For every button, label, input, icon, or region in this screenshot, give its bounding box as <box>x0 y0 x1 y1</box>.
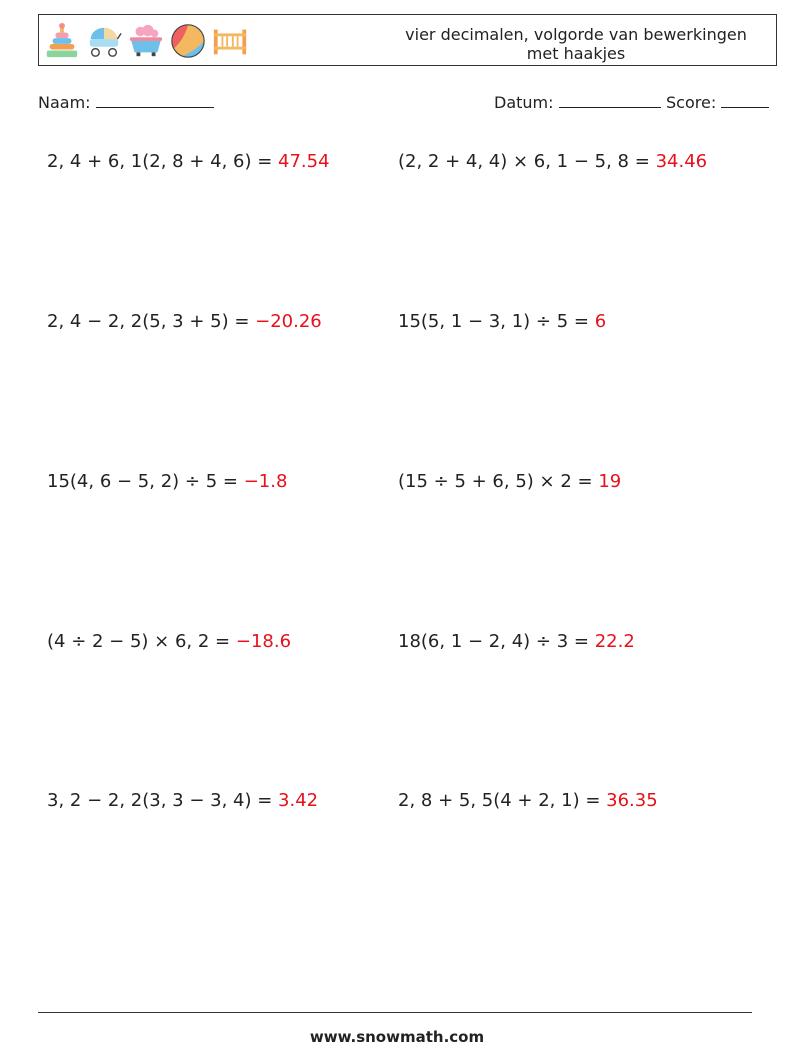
header-icons <box>43 21 249 61</box>
problem-answer: 19 <box>598 471 622 492</box>
score-label: Score: <box>666 93 717 112</box>
problem-9 <box>47 790 318 811</box>
problem-answer: 36.35 <box>606 790 658 811</box>
worksheet-title: vier decimalen, volgorde van bewerkingen met haakjes <box>405 25 747 63</box>
baby-bath-icon <box>127 22 165 60</box>
worksheet-header <box>38 14 777 66</box>
problem-expression: 2, 4 − 2, 2(5, 3 + 5) = <box>47 311 250 332</box>
name-blank <box>96 93 214 108</box>
problem-expression: (4 ÷ 2 − 5) × 6, 2 = <box>47 631 231 652</box>
problem-answer: 47.54 <box>278 151 330 172</box>
problem-expression: 2, 8 + 5, 5(4 + 2, 1) = <box>398 790 601 811</box>
problem-6 <box>398 471 621 492</box>
problem-answer: 34.46 <box>655 151 708 172</box>
name-field <box>38 93 214 112</box>
problem-answer: −18.6 <box>235 631 292 652</box>
score-field <box>666 93 769 112</box>
problem-answer: 22.2 <box>594 631 635 652</box>
problem-10 <box>398 790 658 811</box>
problem-2 <box>398 151 707 172</box>
footer-divider <box>38 1012 752 1013</box>
stacking-rings-toy-icon <box>43 22 81 60</box>
problem-expression: 18(6, 1 − 2, 4) ÷ 3 = <box>398 631 589 652</box>
problem-5 <box>47 471 287 492</box>
problem-expression: (15 ÷ 5 + 6, 5) × 2 = <box>398 471 593 492</box>
problem-expression: 15(4, 6 − 5, 2) ÷ 5 = <box>47 471 238 492</box>
problem-7 <box>47 631 291 652</box>
baby-stroller-icon <box>85 22 123 60</box>
problem-expression: (2, 2 + 4, 4) × 6, 1 − 5, 8 = <box>398 151 650 172</box>
name-label: Naam: <box>38 93 91 112</box>
footer-url: www.snowmath.com <box>309 1028 485 1046</box>
problem-8 <box>398 631 635 652</box>
date-label: Datum: <box>494 93 554 112</box>
beach-ball-icon <box>169 22 207 60</box>
problem-answer: −20.26 <box>255 311 322 332</box>
problem-1 <box>47 151 330 172</box>
date-blank <box>559 93 661 108</box>
date-field <box>494 93 661 112</box>
problem-answer: −1.8 <box>243 471 288 492</box>
problem-expression: 15(5, 1 − 3, 1) ÷ 5 = <box>398 311 589 332</box>
problem-answer: 6 <box>594 311 607 332</box>
problem-4 <box>398 311 606 332</box>
problem-expression: 2, 4 + 6, 1(2, 8 + 4, 6) = <box>47 151 273 172</box>
score-blank <box>721 93 769 108</box>
problem-answer: 3.42 <box>278 790 319 811</box>
baby-crib-icon <box>211 22 249 60</box>
problem-3 <box>47 311 322 332</box>
problem-expression: 3, 2 − 2, 2(3, 3 − 3, 4) = <box>47 790 273 811</box>
